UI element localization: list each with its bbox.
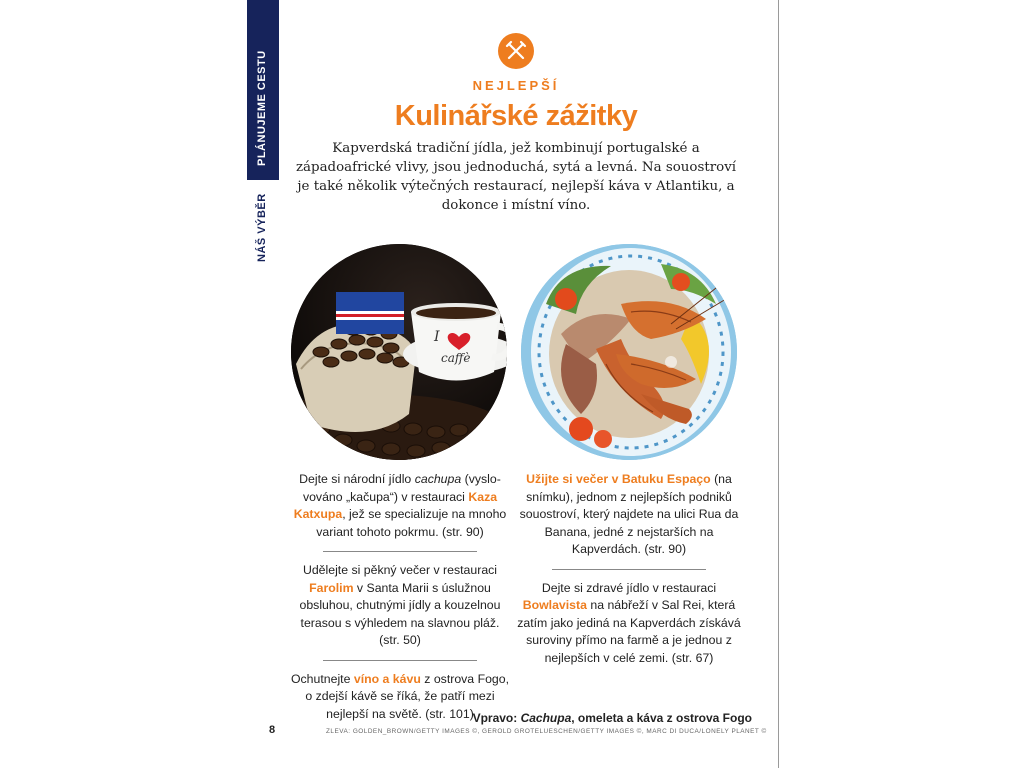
seafood-photo	[521, 244, 737, 460]
subsection-label: NÁŠ VÝBĚR	[256, 193, 268, 262]
tip-italic: cachupa	[414, 472, 462, 486]
page-title: Kulinářské zážitky	[394, 100, 638, 132]
divider	[323, 660, 477, 661]
tip-farolim: Udělejte si pěkný večer v restauraci Farolim v Santa Marii s úslužnou obsluhou, chutnými jídly a kouzelnou terasou s výhledem na slavnou pláž. (str. 50)	[299, 563, 501, 647]
coffee-photo	[291, 244, 507, 460]
tip-highlight: Bowlavista	[522, 598, 587, 612]
section-label: PLÁNUJEME CESTU	[256, 50, 268, 166]
left-column	[290, 471, 510, 723]
intro-paragraph: Kapverdská tradiční jídla, jež kombinují portugalské a západoafrické vlivy, jsou jednoduchá, sytá a levná. Na souostroví je také několik výtečných restaurací, nejlepší káva v Atlantiku, a dokonce i místní víno.	[295, 141, 737, 213]
right-column	[516, 471, 742, 667]
tip-bowlavista: Dejte si zdravé jídlo v restauraci Bowlavista na nábřeží v Sal Rei, která zatím jako jediná na Kapverdách získává suroviny přímo na farmě a je jednou z nejlepších v celé zemi. (str. 67)	[517, 580, 741, 665]
photo-credits: ZLEVA: GOLDEN_BROWN/GETTY IMAGES ©, GEROLD GROTELUESCHEN/GETTY IMAGES ©, MARC DI DUCA/LONELY PLANET ©	[326, 728, 767, 735]
tip-highlight: Užijte si večer v Batuku Espaço	[526, 472, 711, 486]
photo-caption: Vpravo: Cachupa, omeleta a káva z ostrova Fogo	[472, 711, 752, 725]
divider	[323, 551, 477, 552]
tip-batuku: Užijte si večer v Batuku Espaço (na snímku), jednom z nejlepších podniků souostroví, který najdete na ulici Rua da Banana, jedné z nejstarších na Kapverdách. (str. 90)	[519, 472, 739, 556]
fork-knife-icon	[498, 33, 534, 69]
tip-highlight: Farolim	[309, 580, 354, 595]
tip-highlight: Kaza Katxupa	[293, 489, 498, 521]
kicker: NEJLEPŠÍ	[472, 78, 560, 93]
page-edge	[778, 0, 779, 768]
page-number: 8	[269, 724, 276, 736]
cup-text-2: caffè	[441, 351, 471, 365]
tip-kaza-katxupa: Dejte si národní jídlo cachupa (vyslo-vováno „kačupa“) v restauraci Kaza Katxupa, jež se specializuje na mnoho variant tohoto pokrmu. (str. 90)	[293, 472, 507, 539]
cup-text-1: I	[434, 329, 440, 345]
section-tab	[247, 0, 279, 284]
tip-highlight: víno a kávu	[353, 671, 421, 686]
tip-vino-kava: Ochutnejte víno a kávu z ostrova Fogo, o zdejší kávě se říká, že patří mezi nejlepší na světě. (str. 101)	[290, 671, 510, 721]
divider	[552, 569, 706, 570]
